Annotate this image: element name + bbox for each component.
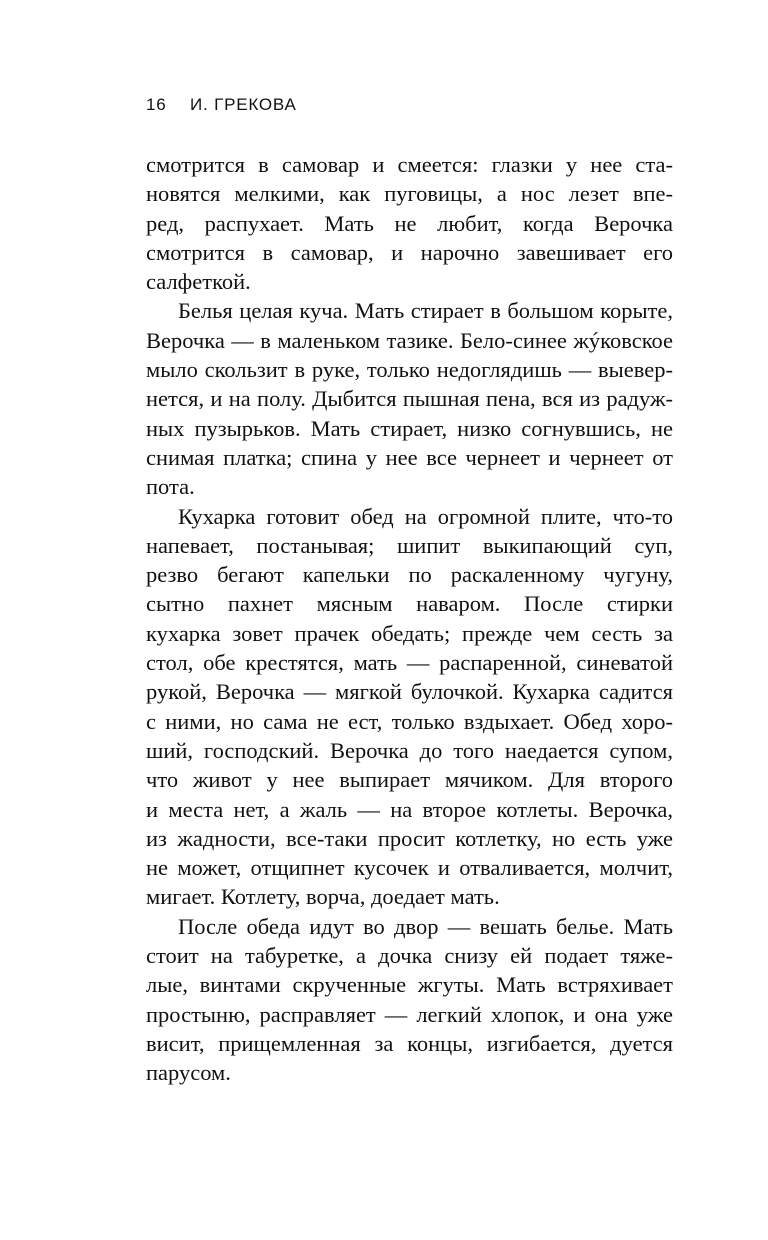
body-text <box>146 150 673 1088</box>
text-line: рукой, Верочка — мягкой булочкой. Кухарка садится <box>146 679 673 705</box>
text-line: и места нет, а жаль — на второе котлеты. Верочка, <box>146 796 673 822</box>
text-line: ший, господский. Верочка до того наедается супом, <box>146 737 673 763</box>
text-line: кухарка зовет прачек обедать; прежде чем сесть за <box>146 620 673 646</box>
text-line: смотрится в самовар и смеется: глазки у нее ста- <box>146 152 673 177</box>
text-line: что живот у нее выпирает мячиком. Для второго <box>146 767 673 793</box>
text-line: новятся мелкими, как пуговицы, а нос лезет впе- <box>146 181 673 207</box>
page-number: 16 <box>146 95 167 114</box>
text-line: После обеда идут во двор — вешать белье. Мать <box>178 913 673 939</box>
text-line: Кухарка готовит обед на огромной плите, что-то <box>178 503 673 529</box>
text-line: снимая платка; спина у нее все чернеет и чернеет от <box>146 444 673 470</box>
text-line: сытно пахнет мясным наваром. После стирки <box>146 591 673 617</box>
text-line: стоит на табуретке, а дочка снизу ей подает тяже- <box>146 943 673 969</box>
text-line: парусом. <box>146 1060 231 1086</box>
text-line: висит, прищемленная за концы, изгибается, дуется <box>146 1030 673 1056</box>
text-line: простыню, расправляет — легкий хлопок, и она уже <box>146 1001 673 1027</box>
text-line: лые, винтами скрученные жгуты. Мать встряхивает <box>146 972 673 998</box>
text-line: ных пузырьков. Мать стирает, низко согнувшись, не <box>146 415 673 441</box>
text-line: салфеткой. <box>146 269 251 295</box>
text-line: мыло скользит в руке, только недоглядишь — выевер- <box>146 357 673 383</box>
text-line: Верочка — в маленьком тазике. Бело-синее жýковское <box>146 327 673 353</box>
text-line: мигает. Котлету, ворча, доедает мать. <box>146 884 500 910</box>
text-line: с ними, но сама не ест, только вздыхает. Обед хоро- <box>146 708 673 734</box>
text-line: стол, обе крестятся, мать — распаренной, синеватой <box>146 650 673 676</box>
text-line: смотрится в самовар, и нарочно завешивает его <box>146 239 673 265</box>
text-line: не может, отщипнет кусочек и отваливается, молчит, <box>146 855 673 881</box>
text-line: пота. <box>146 474 195 500</box>
text-line: ред, распухает. Мать не любит, когда Верочка <box>146 210 673 236</box>
text-line: из жадности, все-таки просит котлетку, но есть уже <box>146 825 673 851</box>
text-line: нется, и на полу. Дыбится пышная пена, вся из радуж- <box>146 386 673 412</box>
running-head <box>146 95 297 115</box>
author-name: И. ГРЕКОВА <box>190 95 297 114</box>
text-line: напевает, постанывая; шипит выкипающий суп, <box>146 532 673 558</box>
text-line: Белья целая куча. Мать стирает в большом корыте, <box>178 298 673 324</box>
text-line: резво бегают капельки по раскаленному чугуну, <box>146 562 673 588</box>
